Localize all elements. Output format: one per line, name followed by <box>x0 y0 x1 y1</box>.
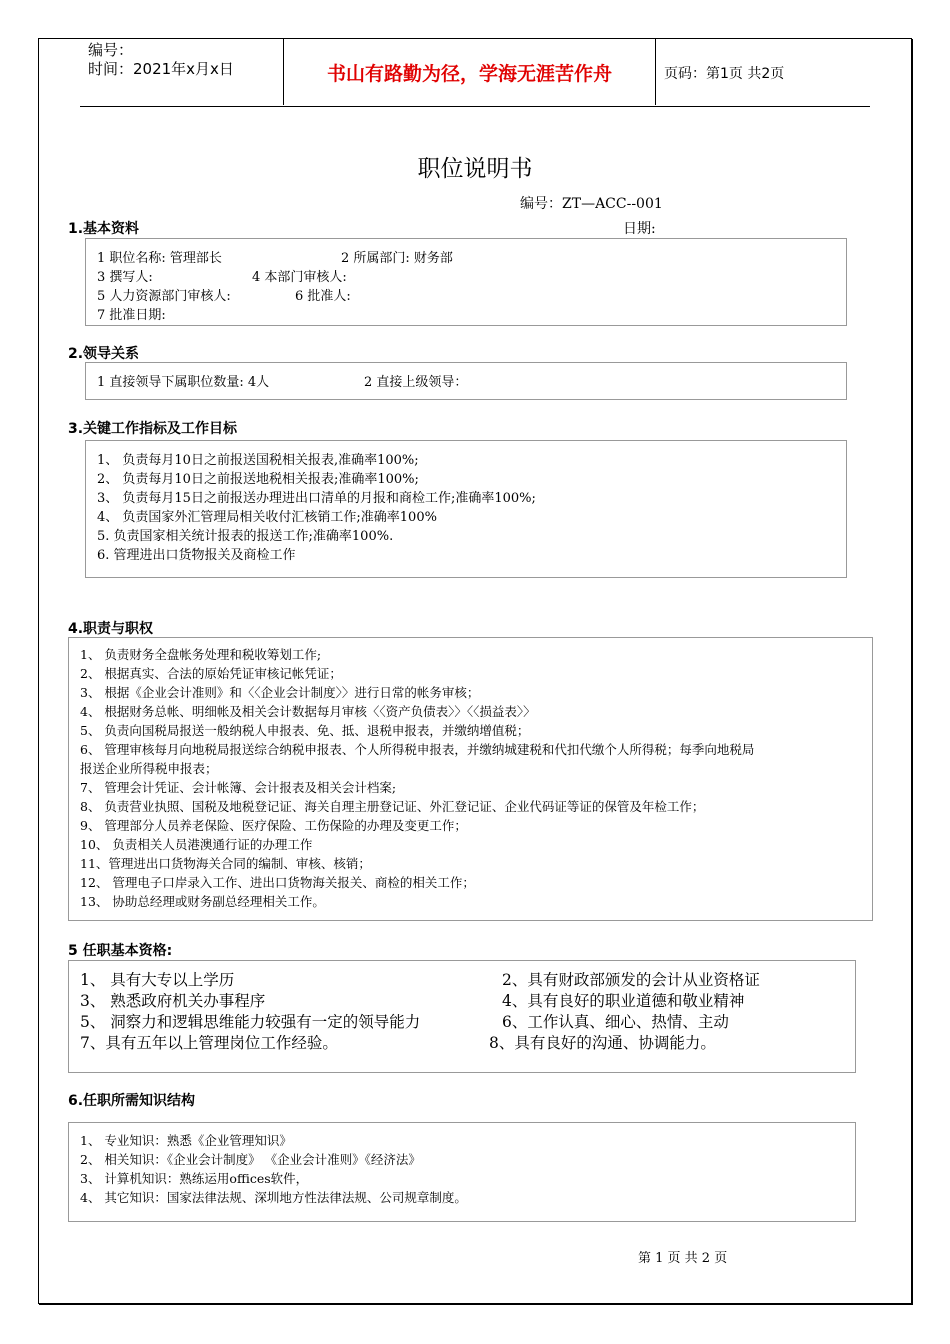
knowledge-item: 1、 专业知识：熟悉《企业管理知识》 <box>80 1133 292 1148</box>
kpi-item: 1、 负责每月10日之前报送国税相关报表,准确率100%; <box>97 453 419 468</box>
section6-heading: 6.任职所需知识结构 <box>68 1093 196 1109</box>
page-footer: 第 1 页 共 2 页 <box>638 1251 728 1266</box>
number-label: 编号： <box>88 41 134 59</box>
section1-heading: 1.基本资料 <box>68 221 140 237</box>
header-left <box>88 41 234 79</box>
basic-info-item: 3 撰写人: <box>97 270 153 285</box>
kpi-item: 4、 负责国家外汇管理局相关收付汇核销工作;准确率100% <box>97 510 437 525</box>
duty-item: 11、管理进出口货物海关合同的编制、审核、核销； <box>80 856 371 871</box>
duty-item: 9、 管理部分人员养老保险、医疗保险、工伤保险的办理及变更工作； <box>80 818 467 833</box>
section2-box <box>85 362 847 400</box>
qualification-item: 4、具有良好的职业道德和敬业精神 <box>502 992 745 1010</box>
qualification-item: 3、 熟悉政府机关办事程序 <box>80 992 266 1010</box>
qualification-item: 5、 洞察力和逻辑思维能力较强有一定的领导能力 <box>80 1013 421 1031</box>
basic-info-item: 4 本部门审核人: <box>252 270 347 285</box>
duty-item: 3、 根据《企业会计准则》和〈〈企业会计制度〉〉进行日常的帐务审核； <box>80 685 480 700</box>
section4-heading: 4.职责与职权 <box>68 621 154 637</box>
basic-info-item: 2 所属部门: 财务部 <box>341 251 453 266</box>
motto: 书山有路勤为径，学海无涯苦作舟 <box>283 39 656 105</box>
knowledge-item: 4、 其它知识：国家法律法规、深圳地方性法律法规、公司规章制度。 <box>80 1190 467 1205</box>
qualification-item: 8、具有良好的沟通、协调能力。 <box>489 1034 716 1052</box>
section3-heading: 3.关键工作指标及工作目标 <box>68 421 238 437</box>
duty-item: 6、 管理审核每月向地税局报送综合纳税申报表、个人所得税申报表，并缴纳城建税和代扣代缴个人所得税；每季向地税局 <box>80 742 755 757</box>
basic-info-item: 1 职位名称: 管理部长 <box>97 251 222 266</box>
duty-item: 7、 管理会计凭证、会计帐簿、会计报表及相关会计档案; <box>80 780 397 795</box>
duty-item: 12、 管理电子口岸录入工作、进出口货物海关报关、商检的相关工作； <box>80 875 475 890</box>
knowledge-item: 2、 相关知识：《企业会计制度》 《企业会计准则》《经济法》 <box>80 1152 421 1167</box>
section4-box <box>68 637 873 921</box>
leadership-superior: 2 直接上级领导： <box>364 375 468 390</box>
duty-item: 1、 负责财务全盘帐务处理和税收筹划工作; <box>80 647 322 662</box>
basic-info-item: 5 人力资源部门审核人: <box>97 289 231 304</box>
duty-item: 8、 负责营业执照、国税及地税登记证、海关自理主册登记证、外汇登记证、企业代码证等证的保管及年检工作； <box>80 799 705 814</box>
doc-number: 编号：ZT—ACC--001 <box>520 196 663 212</box>
date-label: 日期: <box>623 221 656 237</box>
duty-item: 10、 负责相关人员港澳通行证的办理工作 <box>80 837 313 852</box>
page-label: 页码：第1页 共2页 <box>664 66 785 82</box>
kpi-item: 2、 负责每月10日之前报送地税相关报表;准确率100%; <box>97 472 419 487</box>
duty-item: 5、 负责向国税局报送一般纳税人申报表、免、抵、退税申报表，并缴纳增值税； <box>80 723 530 738</box>
basic-info-item: 7 批准日期: <box>97 308 166 323</box>
section5-heading: 5 任职基本资格: <box>68 943 173 959</box>
time-label: 时间：2021年x月x日 <box>88 60 234 78</box>
section5-box <box>68 960 856 1073</box>
basic-info-item: 6 批准人: <box>295 289 351 304</box>
section1-box <box>85 238 847 326</box>
header-table <box>80 38 870 107</box>
knowledge-item: 3、 计算机知识：熟练运用offices软件， <box>80 1171 309 1186</box>
section2-heading: 2.领导关系 <box>68 346 140 362</box>
qualification-item: 1、 具有大专以上学历 <box>80 971 235 989</box>
section6-box <box>68 1122 856 1222</box>
section3-box <box>85 440 847 578</box>
kpi-item: 6. 管理进出口货物报关及商检工作 <box>97 548 296 563</box>
kpi-item: 5. 负责国家相关统计报表的报送工作;准确率100%. <box>97 529 394 544</box>
duty-item: 2、 根据真实、合法的原始凭证审核记帐凭证； <box>80 666 342 681</box>
duty-item: 4、 根据财务总帐、明细帐及相关会计数据每月审核〈〈资产负债表〉〉〈〈损益表〉〉 <box>80 704 536 719</box>
kpi-item: 3、 负责每月15日之前报送办理进出口清单的月报和商检工作;准确率100%; <box>97 491 536 506</box>
qualification-item: 6、工作认真、细心、热情、主动 <box>502 1013 729 1031</box>
qualification-item: 2、具有财政部颁发的会计从业资格证 <box>502 971 760 989</box>
leadership-subordinates: 1 直接领导下属职位数量: 4人 <box>97 375 270 390</box>
qualification-item: 7、具有五年以上管理岗位工作经验。 <box>80 1034 338 1052</box>
duty-item: 报送企业所得税申报表； <box>80 761 218 776</box>
duty-item: 13、 协助总经理或财务副总经理相关工作。 <box>80 894 325 909</box>
page-title: 职位说明书 <box>417 156 533 182</box>
